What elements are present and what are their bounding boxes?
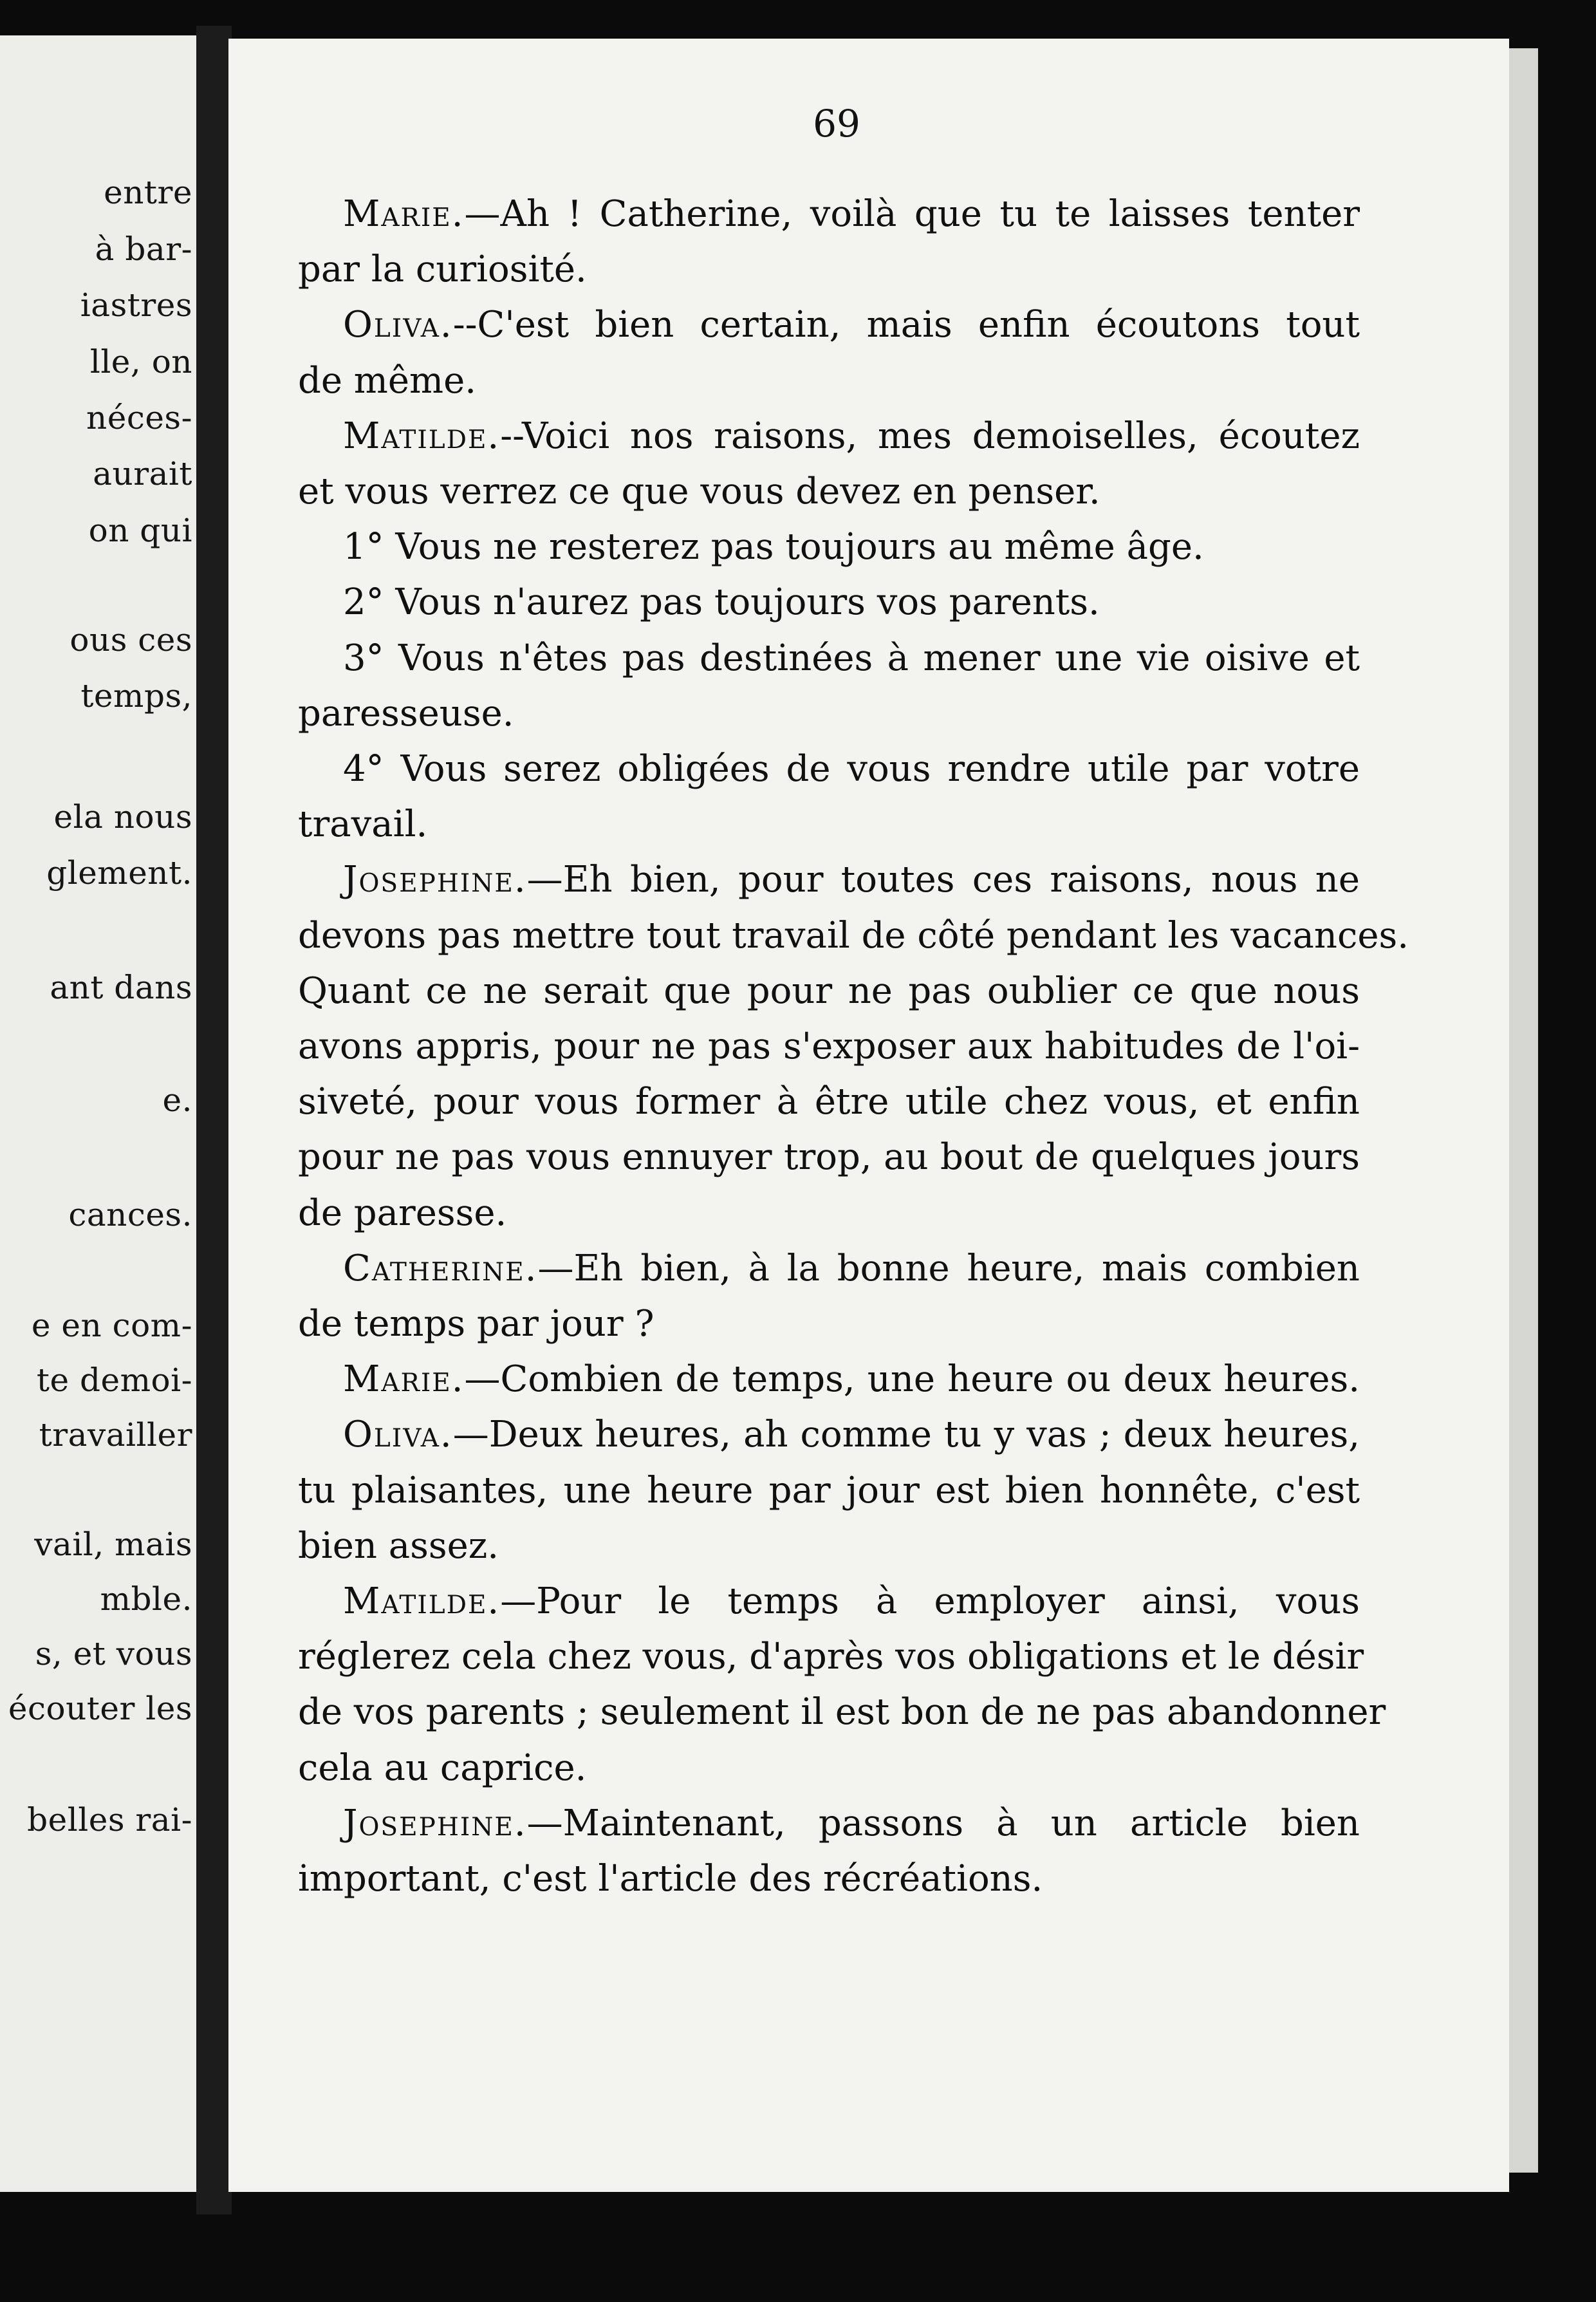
line-text: de même.: [298, 359, 477, 402]
left-page-line: entre: [104, 174, 192, 211]
left-page-text: [0, 35, 196, 2192]
text-line: [298, 1081, 1360, 1123]
left-page-line: e en com-: [31, 1307, 192, 1344]
line-text: important, c'est l'article des récréations.: [298, 1858, 1043, 1900]
line-text: —Ah ! Catherine, voilà que tu te laisses tenter: [464, 193, 1360, 235]
line-text: Quant ce ne serait que pour ne pas oublier ce que nous: [298, 969, 1360, 1012]
text-line: [298, 803, 1360, 846]
speaker-name: Matilde.: [343, 415, 501, 457]
text-line: [298, 748, 1360, 790]
speaker-name: Oliva.: [343, 1414, 453, 1456]
line-text: 3° Vous n'êtes pas destinées à mener une vie oisive et: [343, 637, 1360, 679]
line-text: et vous verrez ce que vous devez en penser.: [298, 471, 1100, 512]
text-line: [298, 471, 1360, 512]
line-text: par la curiosité.: [298, 248, 587, 291]
left-page-line: cances.: [68, 1196, 192, 1233]
speaker-name: Josephine.: [343, 859, 527, 901]
page-edge: [1509, 48, 1538, 2173]
text-line: [298, 1469, 1360, 1511]
line-text: travail.: [298, 803, 428, 846]
text-line: [298, 193, 1360, 235]
left-page-line: iastres: [80, 286, 192, 324]
text-line: [298, 969, 1360, 1012]
text-line: [298, 359, 1360, 402]
line-text: de paresse.: [298, 1192, 507, 1234]
left-page-line: s, et vous: [35, 1635, 192, 1672]
text-line: [298, 914, 1409, 957]
left-page-line: ous ces: [70, 621, 192, 659]
line-text: —Deux heures, ah comme tu y vas ; deux heures,: [452, 1414, 1360, 1456]
text-line: [298, 526, 1360, 568]
left-page-line: ela nous: [53, 798, 192, 836]
text-line: [298, 1025, 1360, 1067]
line-text: —Combien de temps, une heure ou deux heures.: [464, 1358, 1360, 1401]
line-text: paresseuse.: [298, 692, 514, 735]
line-text: 2° Vous n'aurez pas toujours vos parents.: [343, 581, 1100, 624]
left-page-line: mble.: [100, 1580, 192, 1618]
line-text: —Eh bien, pour toutes ces raisons, nous ne: [526, 859, 1360, 901]
text-line: [298, 248, 1360, 291]
line-text: bien assez.: [298, 1524, 499, 1567]
line-text: —Pour le temps à employer ainsi, vous: [500, 1580, 1360, 1622]
text-line: [298, 637, 1360, 679]
line-text: devons pas mettre tout travail de côté pendant les vacances.: [298, 914, 1409, 957]
line-text: siveté, pour vous former à être utile chez vous, et enfin: [298, 1081, 1360, 1123]
left-page-line: e.: [162, 1081, 192, 1119]
left-page-line: lle, on: [89, 343, 192, 380]
left-page-line: vail, mais: [34, 1526, 192, 1563]
text-line: [298, 1303, 1360, 1345]
left-page-line: ant dans: [50, 969, 192, 1006]
left-page-line: aurait: [93, 455, 192, 492]
left-page-line: belles rai-: [27, 1801, 192, 1839]
text-line: [298, 1746, 1360, 1789]
text-line: [298, 1858, 1360, 1900]
speaker-name: Marie.: [343, 193, 465, 235]
line-text: cela au caprice.: [298, 1746, 587, 1789]
left-facing-page: [0, 35, 196, 2192]
text-line: [298, 1524, 1360, 1567]
text-line: [298, 692, 1360, 735]
left-page-line: à bar-: [95, 230, 192, 268]
text-line: [298, 581, 1360, 624]
line-text: de temps par jour ?: [298, 1303, 654, 1345]
left-page-line: néces-: [86, 399, 192, 436]
line-text: —Eh bien, à la bonne heure, mais combien: [537, 1247, 1360, 1289]
left-page-line: on qui: [88, 512, 192, 549]
line-text: tu plaisantes, une heure par jour est bien honnête, c'est: [298, 1469, 1360, 1511]
line-text: —Maintenant, passons à un article bien: [526, 1802, 1360, 1844]
text-line: [298, 1802, 1360, 1844]
left-page-line: te demoi-: [36, 1362, 192, 1399]
line-text: pour ne pas vous ennuyer trop, au bout de quelques jours: [298, 1136, 1360, 1179]
line-text: --Voici nos raisons, mes demoiselles, écoutez: [500, 415, 1360, 457]
page-number: 69: [813, 102, 860, 145]
text-line: [298, 1358, 1360, 1401]
speaker-name: Oliva.: [343, 304, 453, 346]
left-page-line: écouter les: [8, 1690, 192, 1727]
book-gutter: [196, 26, 232, 2214]
text-line: [298, 1247, 1360, 1289]
left-page-line: travailler: [39, 1416, 192, 1454]
line-text: --C'est bien certain, mais enfin écoutons tout: [452, 304, 1360, 346]
text-line: [298, 1192, 1360, 1234]
speaker-name: Catherine.: [343, 1247, 538, 1289]
text-line: [298, 859, 1360, 901]
text-line: [298, 1136, 1360, 1179]
text-line: [298, 415, 1360, 457]
speaker-name: Matilde.: [343, 1580, 501, 1622]
text-line: [298, 1580, 1360, 1622]
line-text: avons appris, pour ne pas s'exposer aux habitudes de l'oi-: [298, 1025, 1360, 1067]
line-text: de vos parents ; seulement il est bon de ne pas abandonner: [298, 1691, 1386, 1734]
line-text: réglerez cela chez vous, d'après vos obligations et le désir: [298, 1636, 1364, 1678]
left-page-line: temps,: [80, 677, 192, 715]
text-line: [298, 1636, 1364, 1678]
speaker-name: Marie.: [343, 1358, 465, 1401]
left-page-line: glement.: [46, 854, 192, 892]
text-line: [298, 1414, 1360, 1456]
text-line: [298, 304, 1360, 346]
speaker-name: Josephine.: [343, 1802, 527, 1844]
text-line: [298, 1691, 1386, 1734]
line-text: 4° Vous serez obligées de vous rendre utile par votre: [343, 748, 1360, 790]
line-text: 1° Vous ne resterez pas toujours au même âge.: [343, 526, 1204, 568]
